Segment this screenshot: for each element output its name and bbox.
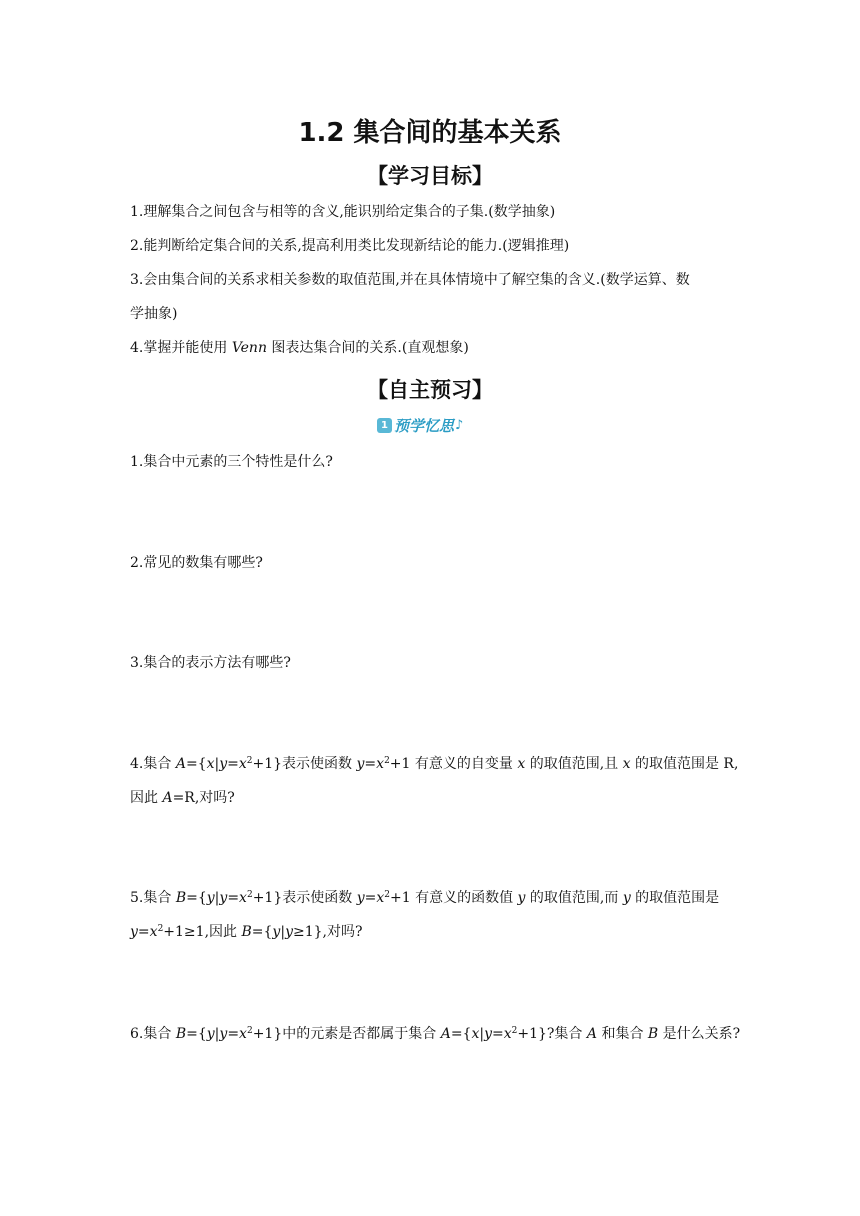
section-heading-preview: 【自主预习】 — [367, 378, 493, 402]
question-1: 1.集合中元素的三个特性是什么? — [130, 454, 333, 470]
question-6: 6.集合 $B=\{y|y=x^2+1\}$中的元素是否都属于集合 $A=\{x|y=x^2+1\}$?集合 A 和集合 B 是什么关系? — [130, 1026, 741, 1042]
goal-item-3-cont: 学抽象) — [130, 306, 178, 322]
goal-item-4 — [130, 338, 750, 358]
question-3: 3.集合的表示方法有哪些? — [130, 655, 291, 671]
badge-number-icon: 1 — [377, 418, 392, 433]
music-note-icon: ♪ — [455, 417, 464, 433]
question-2: 2.常见的数集有哪些? — [130, 555, 263, 571]
goal-item-4-pre: 4.掌握并能使用 — [130, 340, 232, 356]
goal-item-2: 2.能判断给定集合间的关系,提高利用类比发现新结论的能力.(逻辑推理) — [130, 238, 570, 254]
section-heading-goals: 【学习目标】 — [367, 164, 493, 188]
goal-item-4-post: 图表达集合间的关系.(直观想象) — [266, 340, 469, 356]
question-5-line-2: $y=x^2+1\ge 1$,因此 B={y|y≥1},对吗? — [130, 924, 363, 940]
question-4-line-1: 4.集合 $A=\{x|y=x^2+1\}$表示使函数 $y=x^2+1$ 有意义的自变量 x 的取值范围,且 x 的取值范围是 R, — [130, 756, 739, 772]
preview-badge — [377, 415, 463, 435]
question-4-line-2: 因此 A=R,对吗? — [130, 790, 235, 806]
question-5-line-1: 5.集合 $B=\{y|y=x^2+1\}$表示使函数 $y=x^2+1$ 有意义的函数值 y 的取值范围,而 y 的取值范围是 — [130, 890, 720, 906]
badge-label: 预学忆思 — [394, 416, 455, 435]
page-title: 1.2 集合间的基本关系 — [298, 118, 562, 148]
goal-item-1: 1.理解集合之间包含与相等的含义,能识别给定集合的子集.(数学抽象) — [130, 204, 556, 220]
goal-item-3: 3.会由集合间的关系求相关参数的取值范围,并在具体情境中了解空集的含义.(数学运算、数 — [130, 272, 690, 288]
goal-item-4-venn: Venn — [231, 340, 267, 356]
